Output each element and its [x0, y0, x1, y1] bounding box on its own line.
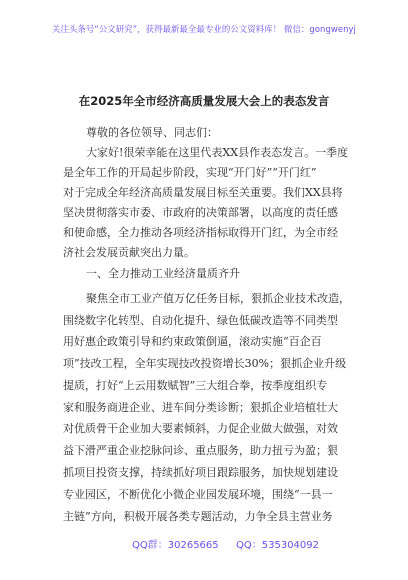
body-line: 大家好!很荣幸能在这里代表XX县作表态发言。一季度 — [86, 146, 349, 159]
body-line: 聚焦全市工业产值万亿任务目标，狠抓企业技术改造， — [86, 292, 350, 305]
body-line: 对优质骨干企业加大要素倾斜，力促企业做大做强，对效 — [63, 422, 338, 435]
salutation: 尊敬的各位领导、同志们： — [86, 126, 218, 139]
body-line: 益下滑严重企业挖脉问诊、重点服务，助力扭亏为盈；狠 — [63, 444, 338, 457]
body-line: 主链”方向，积极开展各类专题活动，力争全县主营业务 — [63, 510, 333, 523]
promo-header: 关注头条号“公文研究”，获得最新最全最专业的公文资料库！ 微信：gongwenyj — [52, 24, 356, 34]
body-line: 项”技改工程，全年实现技改投资增长30%；狠抓企业升级 — [63, 357, 347, 370]
qq-number: QQ：535304092 — [236, 540, 320, 551]
body-line: 和使命感，全力推动各项经济指标取得开门红，为全市经 — [63, 226, 338, 239]
qq-group-number: QQ群：30265665 — [132, 540, 219, 551]
body-line: 提质，打好“上云用数赋智”三大组合拳，按季度组织专 — [63, 379, 328, 392]
body-line: 家和服务商进企业、进车间分类诊断；狠抓企业培植壮大 — [63, 401, 338, 414]
section-heading: 一、全力推动工业经济量质齐升 — [86, 267, 240, 280]
body-line: 专业园区，不断优化小微企业园发展环境，围绕“一县一 — [63, 488, 333, 501]
body-line: 围绕数字化转型、自动化提升、绿色低碳改造等不同类型 — [63, 314, 338, 327]
body-line: 是全年工作的开局起步阶段，实现“开门好”“开门红” — [63, 166, 317, 179]
body-line: 坚决贯彻落实市委、市政府的决策部署，以高度的责任感 — [63, 206, 338, 219]
body-line: 济社会发展贡献突出力量。 — [63, 246, 195, 259]
body-line: 用好惠企政策引导和约束政策倒逼，滚动实施“百企百 — [63, 335, 322, 348]
body-line: 对于完成全年经济高质量发展目标至关重要。我们XX县将 — [63, 186, 343, 199]
document-title: 在2025年全市经济高质量发展大会上的表态发言 — [78, 94, 330, 108]
body-line: 抓项目投资支撑，持续抓好项目跟踪服务，加快规划建设 — [63, 466, 338, 479]
